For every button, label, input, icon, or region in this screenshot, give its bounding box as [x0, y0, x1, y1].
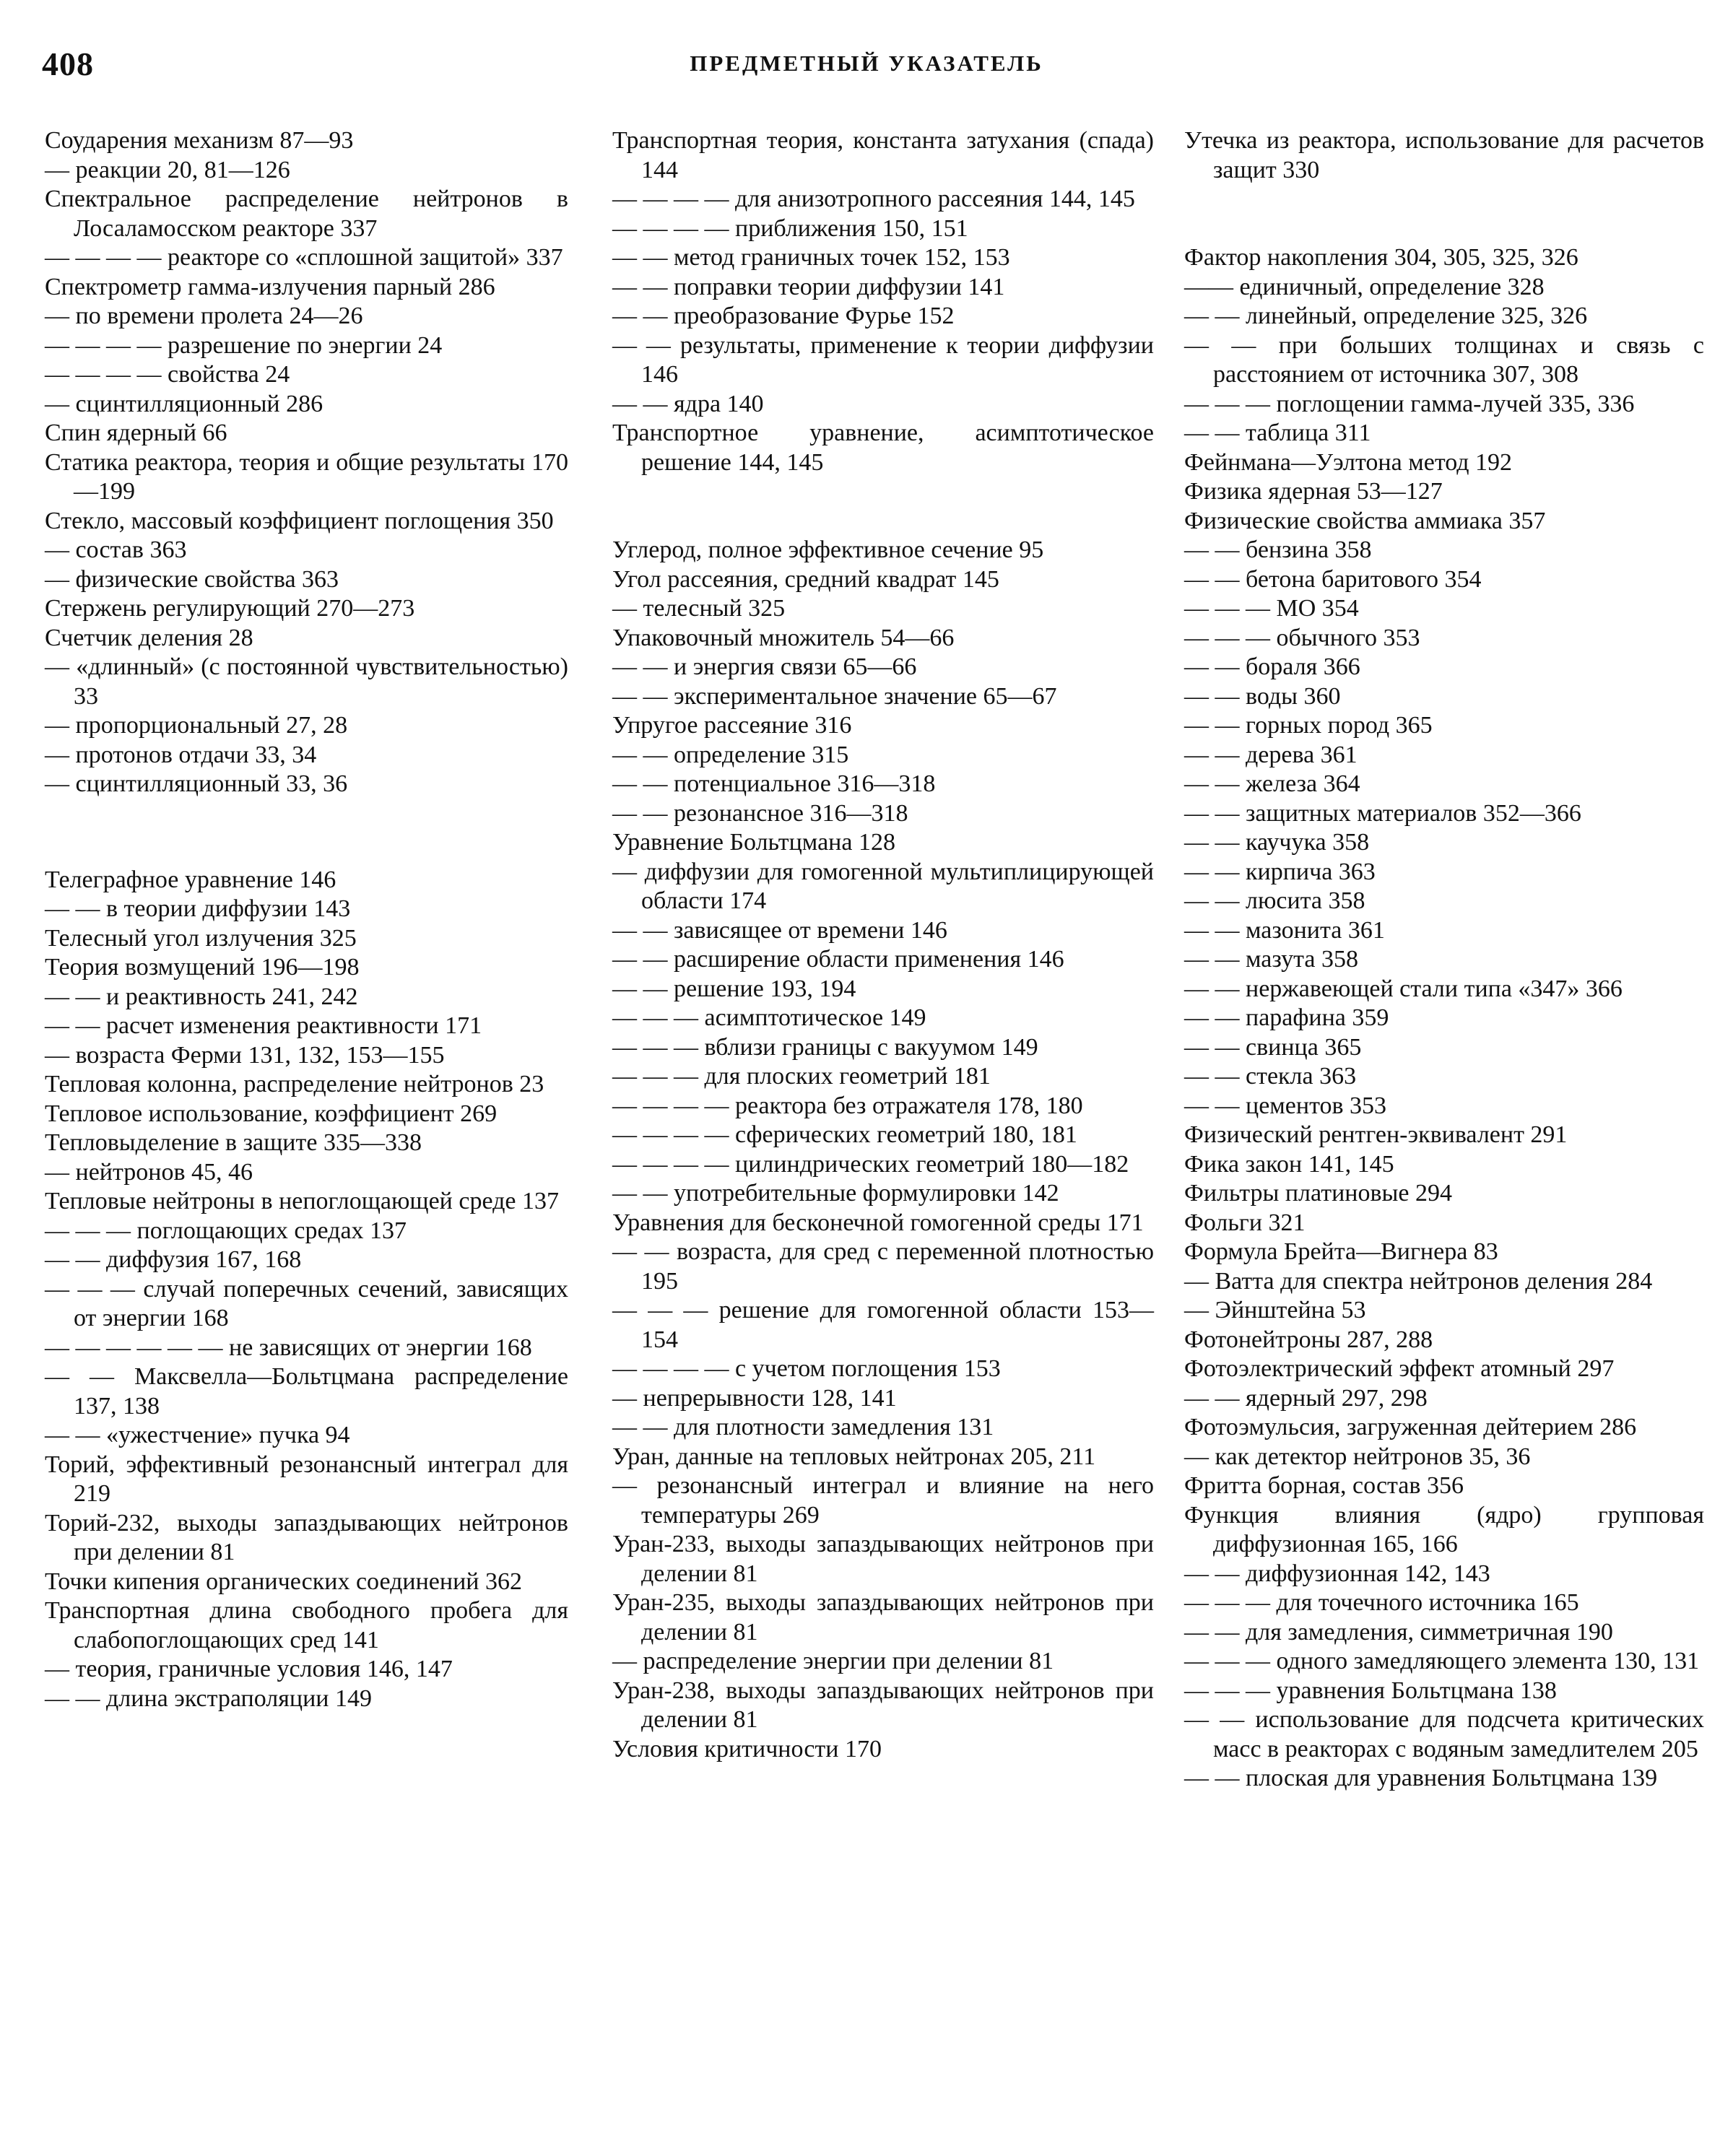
- index-entry: — — плоская для уравнения Больтцмана 139: [1184, 1765, 1658, 1791]
- index-entry: — — — обычного 353: [1184, 624, 1420, 651]
- index-entry: Уран-238, выходы запаздывающих нейтронов при делении 81: [612, 1677, 1154, 1733]
- index-entry: Спин ядерный 66: [45, 420, 227, 446]
- index-entry: Физика ядерная 53—127: [1184, 478, 1443, 505]
- index-entry: — — и энергия связи 65—66: [612, 653, 917, 680]
- index-entry: — сцинтилляционный 286: [45, 390, 323, 417]
- index-entry: Торий-232, выходы запаздывающих нейтронов при делении 81: [45, 1509, 568, 1565]
- index-entry: — непрерывности 128, 141: [612, 1384, 897, 1412]
- index-entry: Стержень регулирующий 270—273: [45, 595, 415, 622]
- index-entry: Фритта борная, состав 356: [1184, 1472, 1464, 1499]
- index-entry: — Эйнштейна 53: [1184, 1297, 1366, 1323]
- index-entry: Фотоэмульсия, загруженная дейтерием 286: [1184, 1414, 1637, 1440]
- index-column-right: [1184, 126, 1704, 1794]
- index-entry: — «длинный» (с постоянной чувствительностью) 33: [45, 653, 568, 710]
- index-entry: — — — для точечного источника 165: [1184, 1589, 1579, 1616]
- index-entry: — Ватта для спектра нейтронов деления 284: [1184, 1267, 1653, 1295]
- index-entry: — — стекла 363: [1184, 1063, 1357, 1090]
- index-entry: — физические свойства 363: [45, 565, 339, 593]
- index-entry: — — защитных материалов 352—366: [1184, 799, 1581, 827]
- index-entry: — — железа 364: [1184, 770, 1360, 797]
- index-entry: Уран, данные на тепловых нейтронах 205, 211: [612, 1443, 1096, 1470]
- index-entry: —— единичный, определение 328: [1184, 273, 1545, 300]
- index-entry: Соударения механизм 87—93: [45, 127, 354, 154]
- index-entry: — диффузии для гомогенной мультиплицирующей области 174: [612, 858, 1154, 914]
- index-entry: Уран-235, выходы запаздывающих нейтронов при делении 81: [612, 1589, 1154, 1646]
- index-entry: — — решение 193, 194: [612, 975, 856, 1002]
- index-entry: — — мазонита 361: [1184, 916, 1385, 944]
- index-entry: — — кирпича 363: [1184, 858, 1376, 885]
- index-entry: — — «ужестчение» пучка 94: [45, 1422, 350, 1448]
- index-entry: Физические свойства аммиака 357: [1184, 507, 1546, 534]
- index-entry: — — определение 315: [612, 741, 849, 768]
- index-entry: — — резонансное 316—318: [612, 799, 908, 827]
- index-entry: Условия критичности 170: [612, 1735, 882, 1762]
- index-entry: — — линейный, определение 325, 326: [1184, 303, 1588, 329]
- index-entry: Фика закон 141, 145: [1184, 1150, 1394, 1178]
- index-entry: — — — — цилиндрических геометрий 180—182: [612, 1150, 1129, 1178]
- index-entry: Уравнения для бесконечной гомогенной среды 171: [612, 1209, 1144, 1236]
- index-entry: — — нержавеющей стали типа «347» 366: [1184, 975, 1623, 1002]
- index-entry: — — — — — — не зависящих от энергии 168: [45, 1334, 532, 1361]
- running-head-title: ПРЕДМЕТНЫЙ УКАЗАТЕЛЬ: [690, 51, 1043, 76]
- index-entry: Формула Брейта—Вигнера 83: [1184, 1238, 1498, 1265]
- index-entry: — — — поглощении гамма-лучей 335, 336: [1184, 390, 1635, 417]
- index-entry: — — зависящее от времени 146: [612, 916, 947, 944]
- index-entry: — — возраста, для сред с переменной плотностью 195: [612, 1238, 1154, 1295]
- index-entry: — теория, граничные условия 146, 147: [45, 1656, 453, 1682]
- letter-section-gap: [1184, 185, 1704, 243]
- index-entry: Теория возмущений 196—198: [45, 954, 360, 981]
- index-entry: — — — — свойства 24: [45, 361, 290, 388]
- index-entry: Уран-233, выходы запаздывающих нейтронов при делении 81: [612, 1531, 1154, 1587]
- index-entry: — — употребительные формулировки 142: [612, 1180, 1059, 1207]
- index-entry: — — Максвелла—Больтцмана распределение 137, 138: [45, 1363, 568, 1420]
- index-entry: Спектральное распределение нейтронов в Лосаламосском реакторе 337: [45, 186, 568, 242]
- index-entry: Фотонейтроны 287, 288: [1184, 1326, 1433, 1353]
- index-entry: — — — вблизи границы с вакуумом 149: [612, 1033, 1038, 1061]
- index-entry: Тепловая колонна, распределение нейтронов 23: [45, 1071, 544, 1097]
- index-entry: — — — — разрешение по энергии 24: [45, 331, 443, 359]
- index-entry: — — длина экстраполяции 149: [45, 1685, 372, 1712]
- index-column-middle: [612, 126, 1154, 1764]
- index-entry: — реакции 20, 81—126: [45, 156, 290, 183]
- index-entry: — сцинтилляционный 33, 36: [45, 770, 348, 797]
- index-entry: — — диффузионная 142, 143: [1184, 1560, 1490, 1587]
- index-entry: Тепловое использование, коэффициент 269: [45, 1100, 498, 1127]
- index-entry: — — воды 360: [1184, 682, 1341, 710]
- index-entry: — — каучука 358: [1184, 829, 1370, 856]
- index-entry: — состав 363: [45, 536, 187, 563]
- index-entry: Транспортное уравнение, асимптотическое решение 144, 145: [612, 420, 1154, 476]
- index-entry: — — — — для анизотропного рассеяния 144, 145: [612, 186, 1135, 212]
- index-entry: — — при больших толщинах и связь с расстоянием от источника 307, 308: [1184, 331, 1704, 388]
- index-entry: — — поправки теории диффузии 141: [612, 273, 1005, 300]
- index-entry: — — для плотности замедления 131: [612, 1414, 994, 1440]
- index-entry: Счетчик деления 28: [45, 624, 253, 651]
- index-entry: — как детектор нейтронов 35, 36: [1184, 1443, 1531, 1470]
- index-entry: — — — случай поперечных сечений, зависящих от энергии 168: [45, 1275, 568, 1331]
- index-entry: Углерод, полное эффективное сечение 95: [612, 536, 1044, 563]
- index-entry: Уравнение Больтцмана 128: [612, 829, 895, 856]
- index-entry: — — цементов 353: [1184, 1092, 1387, 1119]
- index-entry: — — — — реактора без отражателя 178, 180: [612, 1092, 1083, 1119]
- index-entry: Телесный угол излучения 325: [45, 924, 357, 952]
- index-column-left: [45, 126, 568, 1713]
- index-entry: — — дерева 361: [1184, 741, 1358, 768]
- index-entry: Физический рентген-эквивалент 291: [1184, 1121, 1568, 1148]
- index-entry: — — горных пород 365: [1184, 712, 1433, 739]
- index-entry: Тепловые нейтроны в непоглощающей среде 137: [45, 1188, 559, 1214]
- index-entry: — — таблица 311: [1184, 420, 1371, 446]
- index-entry: Фольги 321: [1184, 1209, 1306, 1236]
- index-entry: — — — решение для гомогенной области 153—154: [612, 1297, 1154, 1353]
- index-entry: — — — МО 354: [1184, 595, 1359, 622]
- index-entry: — — — одного замедляющего элемента 130, 131: [1184, 1648, 1700, 1674]
- index-entry: — — — — реакторе со «сплошной защитой» 337: [45, 244, 563, 271]
- letter-section-gap: [612, 477, 1154, 536]
- index-entry: — — расчет изменения реактивности 171: [45, 1012, 482, 1039]
- index-entry: Статика реактора, теория и общие результаты 170—199: [45, 448, 568, 505]
- index-entry: — — — — сферических геометрий 180, 181: [612, 1121, 1077, 1148]
- index-entry: — — в теории диффузии 143: [45, 895, 351, 922]
- index-entry: — — люсита 358: [1184, 887, 1365, 914]
- index-entry: — возраста Ферми 131, 132, 153—155: [45, 1041, 445, 1069]
- index-entry: Фактор накопления 304, 305, 325, 326: [1184, 244, 1578, 271]
- index-entry: Тепловыделение в защите 335—338: [45, 1129, 422, 1156]
- index-entry: — — мазута 358: [1184, 946, 1358, 973]
- index-entry: Транспортная теория, константа затухания (спада) 144: [612, 127, 1154, 183]
- index-entry: — — метод граничных точек 152, 153: [612, 244, 1010, 271]
- index-entry: — по времени пролета 24—26: [45, 303, 363, 329]
- page-number: 408: [42, 45, 94, 82]
- index-entry: Функция влияния (ядро) групповая диффузионная 165, 166: [1184, 1501, 1704, 1557]
- index-entry: — — расширение области применения 146: [612, 946, 1064, 973]
- index-entry: — — свинца 365: [1184, 1033, 1362, 1061]
- index-entry: — — диффузия 167, 168: [45, 1246, 302, 1273]
- index-entry: — распределение энергии при делении 81: [612, 1648, 1054, 1674]
- index-entry: Упаковочный множитель 54—66: [612, 624, 955, 651]
- index-entry: Точки кипения органических соединений 362: [45, 1568, 522, 1595]
- index-entry: — — и реактивность 241, 242: [45, 983, 358, 1010]
- index-entry: — — экспериментальное значение 65—67: [612, 682, 1057, 710]
- index-entry: — — для замедления, симметричная 190: [1184, 1618, 1613, 1646]
- index-entry: — — парафина 359: [1184, 1004, 1389, 1031]
- index-entry: — телесный 325: [612, 595, 786, 622]
- index-entry: — — бетона баритового 354: [1184, 565, 1482, 593]
- index-entry: Стекло, массовый коэффициент поглощения 350: [45, 507, 554, 534]
- letter-section-gap: [45, 799, 568, 866]
- index-entry: — протонов отдачи 33, 34: [45, 741, 317, 768]
- index-entry: — — — уравнения Больтцмана 138: [1184, 1677, 1557, 1704]
- index-entry: Угол рассеяния, средний квадрат 145: [612, 565, 999, 593]
- index-entry: — нейтронов 45, 46: [45, 1158, 253, 1186]
- index-entry: — — — поглощающих средах 137: [45, 1217, 407, 1244]
- index-entry: — — ядерный 297, 298: [1184, 1384, 1428, 1412]
- index-entry: — — бораля 366: [1184, 653, 1360, 680]
- index-entry: — — потенциальное 316—318: [612, 770, 936, 797]
- index-entry: — — использование для подсчета критических масс в реакторах с водяным замедлителем 205: [1184, 1706, 1704, 1762]
- index-entry: — резонансный интеграл и влияние на него температуры 269: [612, 1472, 1154, 1529]
- index-entry: — — — — с учетом поглощения 153: [612, 1355, 1001, 1382]
- index-entry: Упругое рассеяние 316: [612, 712, 852, 739]
- index-entry: — — ядра 140: [612, 390, 764, 417]
- index-entry: — — — для плоских геометрий 181: [612, 1063, 991, 1090]
- index-entry: Фильтры платиновые 294: [1184, 1180, 1452, 1207]
- index-entry: Фейнмана—Уэлтона метод 192: [1184, 448, 1513, 476]
- index-entry: — — — — приближения 150, 151: [612, 214, 968, 242]
- index-entry: — — результаты, применение к теории диффузии 146: [612, 331, 1154, 388]
- index-entry: Фотоэлектрический эффект атомный 297: [1184, 1355, 1615, 1382]
- index-entry: Телеграфное уравнение 146: [45, 866, 336, 893]
- index-entry: Транспортная длина свободного пробега для слабопоглощающих сред 141: [45, 1597, 568, 1653]
- index-entry: Спектрометр гамма-излучения парный 286: [45, 273, 495, 300]
- index-entry: Торий, эффективный резонансный интеграл для 219: [45, 1451, 568, 1507]
- index-entry: — — преобразование Фурье 152: [612, 303, 955, 329]
- index-entry: — пропорциональный 27, 28: [45, 712, 348, 739]
- index-entry: Утечка из реактора, использование для расчетов защит 330: [1184, 127, 1704, 183]
- index-entry: — — — асимптотическое 149: [612, 1004, 926, 1031]
- index-entry: — — бензина 358: [1184, 536, 1372, 563]
